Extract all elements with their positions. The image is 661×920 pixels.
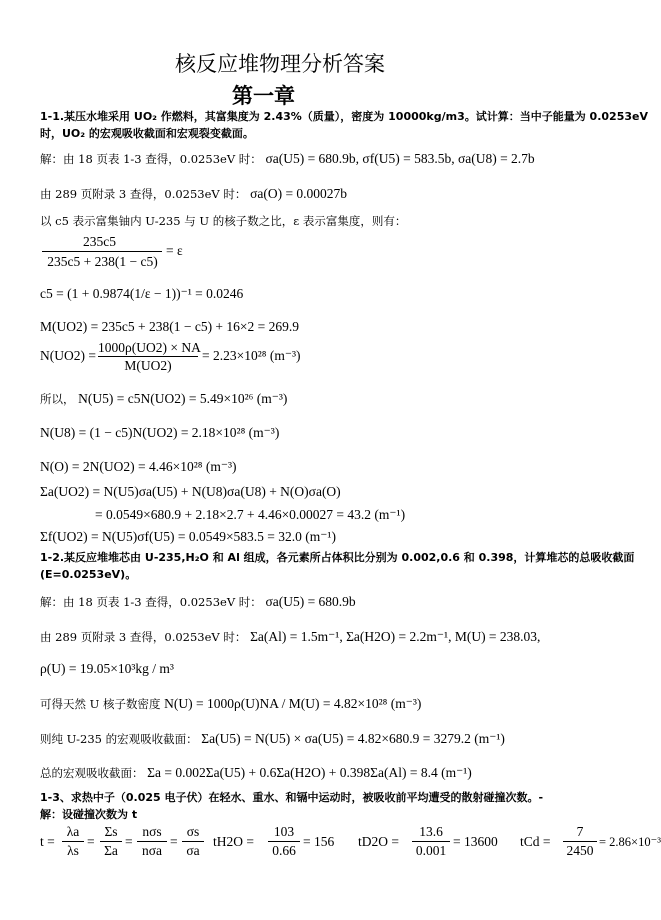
t-d2o-numerator: 13.6	[419, 824, 443, 839]
sigma-s-macro: Σs	[104, 824, 118, 839]
fraction-bar	[100, 841, 122, 842]
equals-sign: =	[170, 834, 178, 849]
t-d2o-result: = 13600	[453, 834, 498, 849]
problem-1-1-line-1: 1-1.某压水堆采用 UO₂ 作燃料，其富集度为 2.43%（质量），密度为 10000kg/m3。试计算：当中子能量为 0.0253eV	[40, 110, 648, 123]
natural-u-number-density: N(U) = 1000ρ(U)NA / M(U) = 4.82×10²⁸ (m⁻³)	[164, 696, 422, 711]
document-title: 核反应堆物理分析答案	[175, 52, 385, 76]
al-h2o-cross-sections: Σa(Al) = 1.5m⁻¹, Σa(H2O) = 2.2m⁻¹, M(U) = 238.03,	[250, 629, 541, 644]
equals-sign: =	[125, 834, 133, 849]
u235-macro-absorption: Σa(U5) = N(U5) × σa(U5) = 4.82×680.9 = 3279.2 (m⁻¹)	[201, 731, 505, 746]
problem-1-3-line-1: 1-3、求热中子（0.025 电子伏）在轻水、重水、和镉中运动时，被吸收前平均遭受的散射碰撞次数。-	[40, 791, 544, 804]
n-u8-equation: N(U8) = (1 − c5)N(UO2) = 2.18×10²⁸ (m⁻³)	[40, 425, 280, 440]
step-text: 解：由 18 页表 1-3 查得，0.0253eV 时：	[40, 152, 262, 166]
lambda-s: λs	[67, 843, 79, 858]
step-text: 总的宏观吸收截面：	[40, 766, 144, 780]
t-cd-denominator: 2450	[566, 843, 594, 858]
t-h2o-result: = 156	[303, 834, 335, 849]
t-h2o-numerator: 103	[273, 824, 295, 839]
n-uo2-lhs: N(UO2) =	[40, 348, 96, 363]
solution-1-2-step-2	[40, 630, 540, 644]
cross-section-values: σa(U5) = 680.9b, σf(U5) = 583.5b, σa(U8) = 2.7b	[265, 151, 535, 166]
sigma-a-macro: Σa	[104, 843, 118, 858]
n-uo2-result: = 2.23×10²⁸ (m⁻³)	[202, 348, 301, 363]
t-lhs: t =	[40, 834, 55, 849]
fraction-bar	[268, 841, 300, 842]
t-h2o-lhs: tH2O =	[213, 834, 254, 849]
n-sigma-a: nσa	[141, 843, 163, 858]
macro-absorption-equation: Σa(UO2) = N(U5)σa(U5) + N(U8)σa(U8) + N(O)σa(O)	[40, 484, 341, 499]
enrichment-equals-epsilon: = ε	[166, 243, 183, 258]
n-uo2-denominator: M(UO2)	[124, 358, 172, 373]
fraction-bar	[137, 841, 167, 842]
lambda-a: λa	[66, 824, 80, 839]
n-u5-equation: N(U5) = c5N(UO2) = 5.49×10²⁶ (m⁻³)	[78, 391, 288, 406]
n-o-equation: N(O) = 2N(UO2) = 4.46×10²⁸ (m⁻³)	[40, 459, 237, 474]
sigma-a-micro: σa	[186, 843, 200, 858]
n-sigma-s: nσs	[142, 824, 162, 839]
solution-1-1-step-1	[40, 152, 535, 166]
so-text: 所以，	[40, 392, 75, 406]
solution-1-1-step-2	[40, 187, 347, 201]
t-d2o-denominator: 0.001	[415, 843, 447, 858]
problem-1-3-line-2: 解：设碰撞次数为 t	[40, 808, 138, 821]
solution-1-2-step-4	[40, 732, 505, 746]
enrichment-fraction-numerator: 235c5	[83, 234, 116, 249]
fraction-bar	[182, 841, 204, 842]
t-h2o-denominator: 0.66	[272, 843, 296, 858]
fraction-bar	[98, 356, 198, 357]
chapter-heading: 第一章	[232, 84, 295, 108]
total-macro-absorption: Σa = 0.002Σa(U5) + 0.6Σa(H2O) + 0.398Σa(Al) = 8.4 (m⁻¹)	[147, 765, 472, 780]
equals-sign: =	[87, 834, 95, 849]
problem-1-1-line-2: 时，UO₂ 的宏观吸收截面和宏观裂变截面。	[40, 127, 254, 140]
solution-1-1-step-3: 以 c5 表示富集铀内 U-235 与 U 的核子数之比，ε 表示富集度，则有：	[40, 214, 407, 228]
solution-1-2-step-1	[40, 595, 356, 609]
oxygen-cross-section: σa(O) = 0.00027b	[250, 186, 348, 201]
macro-fission-equation: Σf(UO2) = N(U5)σf(U5) = 0.0549×583.5 = 32.0 (m⁻¹)	[40, 529, 336, 544]
macro-absorption-result: = 0.0549×680.9 + 2.18×2.7 + 4.46×0.00027 = 43.2 (m⁻¹)	[95, 507, 406, 522]
c5-equation: c5 = (1 + 0.9874(1/ε − 1))⁻¹ = 0.0246	[40, 286, 244, 301]
sigma-s-micro: σs	[186, 824, 200, 839]
problem-1-2-line-1: 1-2.某反应堆堆芯由 U-235,H₂O 和 Al 组成，各元素所占体积比分别为 0.002,0.6 和 0.398，计算堆芯的总吸收截面	[40, 551, 635, 564]
step-text: 则纯 U-235 的宏观吸收截面：	[40, 732, 198, 746]
uranium-density-equation: ρ(U) = 19.05×10³kg / m³	[40, 661, 174, 676]
t-cd-result: = 2.86×10⁻³	[599, 835, 661, 849]
enrichment-fraction-denominator: 235c5 + 238(1 − c5)	[47, 254, 158, 269]
step-text: 解：由 18 页表 1-3 查得，0.0253eV 时：	[40, 595, 262, 609]
fraction-bar	[412, 841, 450, 842]
fraction-bar	[62, 841, 84, 842]
solution-1-2-step-3	[40, 697, 421, 711]
step-text: 由 289 页附录 3 查得，0.0253eV 时：	[40, 630, 247, 644]
n-u5-line	[40, 392, 287, 406]
u5-absorption-cross-section: σa(U5) = 680.9b	[265, 594, 356, 609]
t-d2o-lhs: tD2O =	[358, 834, 399, 849]
problem-1-2-line-2: (E=0.0253eV)。	[40, 568, 137, 581]
molar-mass-equation: M(UO2) = 235c5 + 238(1 − c5) + 16×2 = 269.9	[40, 319, 300, 334]
t-cd-numerator: 7	[576, 824, 584, 839]
solution-1-2-step-5	[40, 766, 472, 780]
step-text: 由 289 页附录 3 查得，0.0253eV 时：	[40, 187, 247, 201]
fraction-bar	[42, 251, 162, 252]
n-uo2-numerator: 1000ρ(UO2) × NA	[98, 340, 201, 355]
fraction-bar	[563, 841, 597, 842]
step-text: 可得天然 U 核子数密度	[40, 697, 161, 711]
t-cd-lhs: tCd =	[520, 834, 551, 849]
